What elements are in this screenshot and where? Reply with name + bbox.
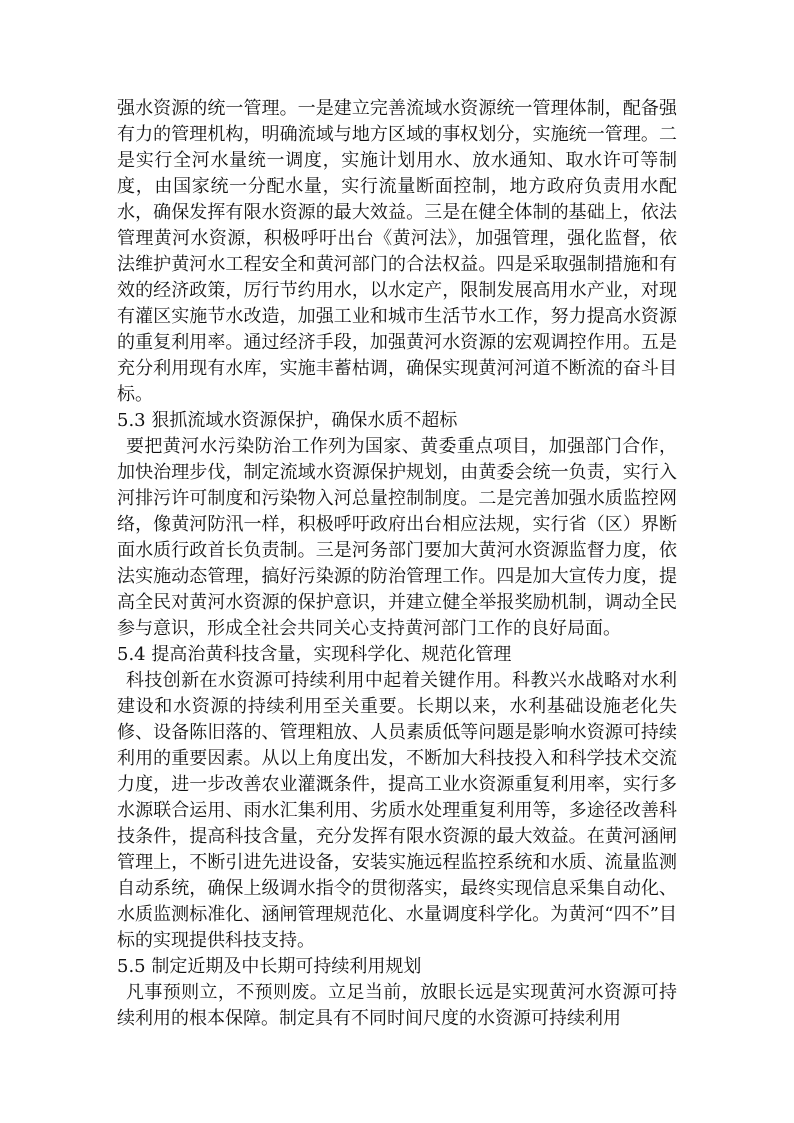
body-paragraph-3: 科技创新在水资源可持续利用中起着关键作用。科教兴水战略对水利建设和水资源的持续利用至关重要。长期以来，水利基础设施老化失修、设备陈旧落的、管理粗放、人员素质低等问题是影响水资源可持续利用的重要因素。从以上角度出发，不断加大科技投入和科学技术交流力度，进一步改善农业灌溉条件，提高工业水资源重复利用率，实行多水源联合运用、雨水汇集利用、劣质水处理重复利用等，多途径改善科技条件，提高科技含量，充分发挥有限水资源的最大效益。在黄河涵闸管理上，不断引进先进设备，安装实施远程监控系统和水质、流量监测自动系统，确保上级调水指令的贯彻落实，最终实现信息采集自动化、水质监测标准化、涵闸管理规范化、水量调度科学化。为黄河“四不”目标的实现提供科技支持。: [117, 670, 677, 951]
section-heading-5-3: 5.3 狠抓流域水资源保护，确保水质不超标: [117, 410, 458, 431]
body-paragraph-2: 要把黄河水污染防治工作列为国家、黄委重点项目，加强部门合作，加快治理步伐，制定流域水资源保护规划，由黄委会统一负责，实行入河排污许可制度和污染物入河总量控制制度。二是完善加强水质监控网络，像黄河防汛一样，积极呼吁政府出台相应法规，实行省（区）界断面水质行政首长负责制。三是河务部门要加大黄河水资源监督力度，依法实施动态管理，搞好污染源的防治管理工作。四是加大宣传力度，提高全民对黄河水资源的保护意识，并建立健全举报奖励机制，调动全民参与意识，形成全社会共同关心支持黄河部门工作的良好局面。: [117, 436, 677, 639]
document-page: [117, 96, 677, 1032]
body-paragraph-1: 强水资源的统一管理。一是建立完善流域水资源统一管理体制，配备强有力的管理机构，明确流域与地方区域的事权划分，实施统一管理。二是实行全河水量统一调度，实施计划用水、放水通知、取水许可等制度，由国家统一分配水量，实行流量断面控制，地方政府负责用水配水，确保发挥有限水资源的最大效益。三是在健全体制的基础上，依法管理黄河水资源，积极呼吁出台《黄河法》，加强管理，强化监督，依法维护黄河水工程安全和黄河部门的合法权益。四是采取强制措施和有效的经济政策，厉行节约用水，以水定产，限制发展高用水产业，对现有灌区实施节水改造，加强工业和城市生活节水工作，努力提高水资源的重复利用率。通过经济手段，加强黄河水资源的宏观调控作用。五是充分利用现有水库，实施丰蓄枯调，确保实现黄河河道不断流的奋斗目标。: [117, 98, 677, 405]
section-heading-5-5: 5.5 制定近期及中长期可持续利用规划: [117, 956, 422, 977]
body-paragraph-4: 凡事预则立，不预则废。立足当前，放眼长远是实现黄河水资源可持续利用的根本保障。制定具有不同时间尺度的水资源可持续利用: [117, 982, 677, 1029]
section-heading-5-4: 5.4 提高治黄科技含量，实现科学化、规范化管理: [117, 644, 512, 665]
